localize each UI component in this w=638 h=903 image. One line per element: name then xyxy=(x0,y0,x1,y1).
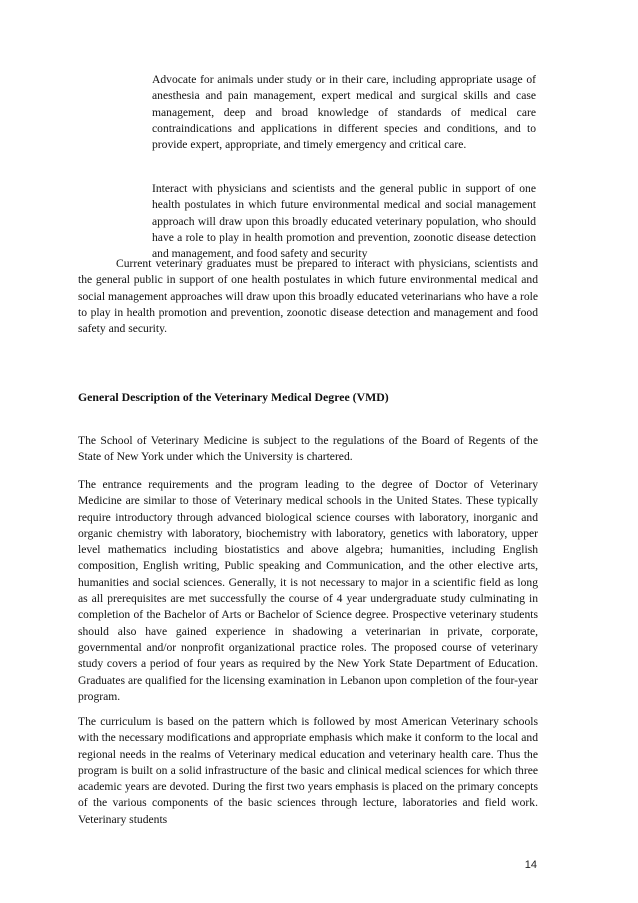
paragraph-board-of-regents: The School of Veterinary Medicine is subject to the regulations of the Board of Regents of the State of New York under which the University is chartered. xyxy=(78,434,538,464)
indented-item-anesthesia: Advocate for animals under study or in their care, including appropriate usage of anesthesia and pain management, expert medical and surgical skills and case management, deep and broad knowledge of standards of medical care contraindications and applications in different species and conditions, and to provide expert, appropriate, and timely emergency and critical care. xyxy=(152,73,536,152)
intro-paragraph: Current veterinary graduates must be prepared to interact with physicians, scientists and the general public in support of one health postulates in which future environmental medical and social management approaches will draw upon this broadly educated veterinarians who have a role to play in health promotion and prevention, zoonotic disease detection and management and food safety and security. xyxy=(78,257,538,336)
paragraph-entrance-requirements: The entrance requirements and the program leading to the degree of Doctor of Veterinary Medicine are similar to those of Veterinary medical schools in the United States. These typically require introductory through advanced biological science courses with laboratory, inorganic and organic chemistry with laboratory, biochemistry with laboratory, genetics with laboratory, upper level mathematics including biostatistics and above algebra; humanities, including English composition, English writing, Public speaking and Communication, and the other elective arts, humanities and social sciences. Generally, it is not necessary to major in a scientific field as long as all prerequisites are met successfully the course of 4 year undergraduate study culminating in completion of the Bachelor of Arts or Bachelor of Science degree. Prospective veterinary students should also have gained experience in shadowing a veterinarian in private, corporate, governmental and/or nonprofit organizational practice roles. The proposed course of veterinary study covers a period of four years as required by the New York State Department of Education. Graduates are qualified for the licensing examination in Lebanon upon completion of the four-year program. xyxy=(78,478,538,703)
indented-item-one-health: Interact with physicians and scientists and the general public in support of one health postulates in which future environmental medical and social management approach will draw upon this broadly educated veterinary population, who should have a role to play in health promotion and prevention, zoonotic disease detection and management, and food safety and security xyxy=(152,182,536,261)
page-number: 14 xyxy=(524,859,537,871)
paragraph-curriculum: The curriculum is based on the pattern which is followed by most American Veterinary schools with the necessary modifications and appropriate emphasis which make it conform to the local and regional needs in the realms of Veterinary medical education and veterinary health care. Thus the program is built on a solid infrastructure of the basic and clinical medical sciences for which three academic years are devoted. During the first two years emphasis is placed on the primary concepts of the various components of the basic sciences through lecture, laboratories and field work. Veterinary students xyxy=(78,715,538,826)
section-heading: General Description of the Veterinary Medical Degree (VMD) xyxy=(78,390,389,404)
